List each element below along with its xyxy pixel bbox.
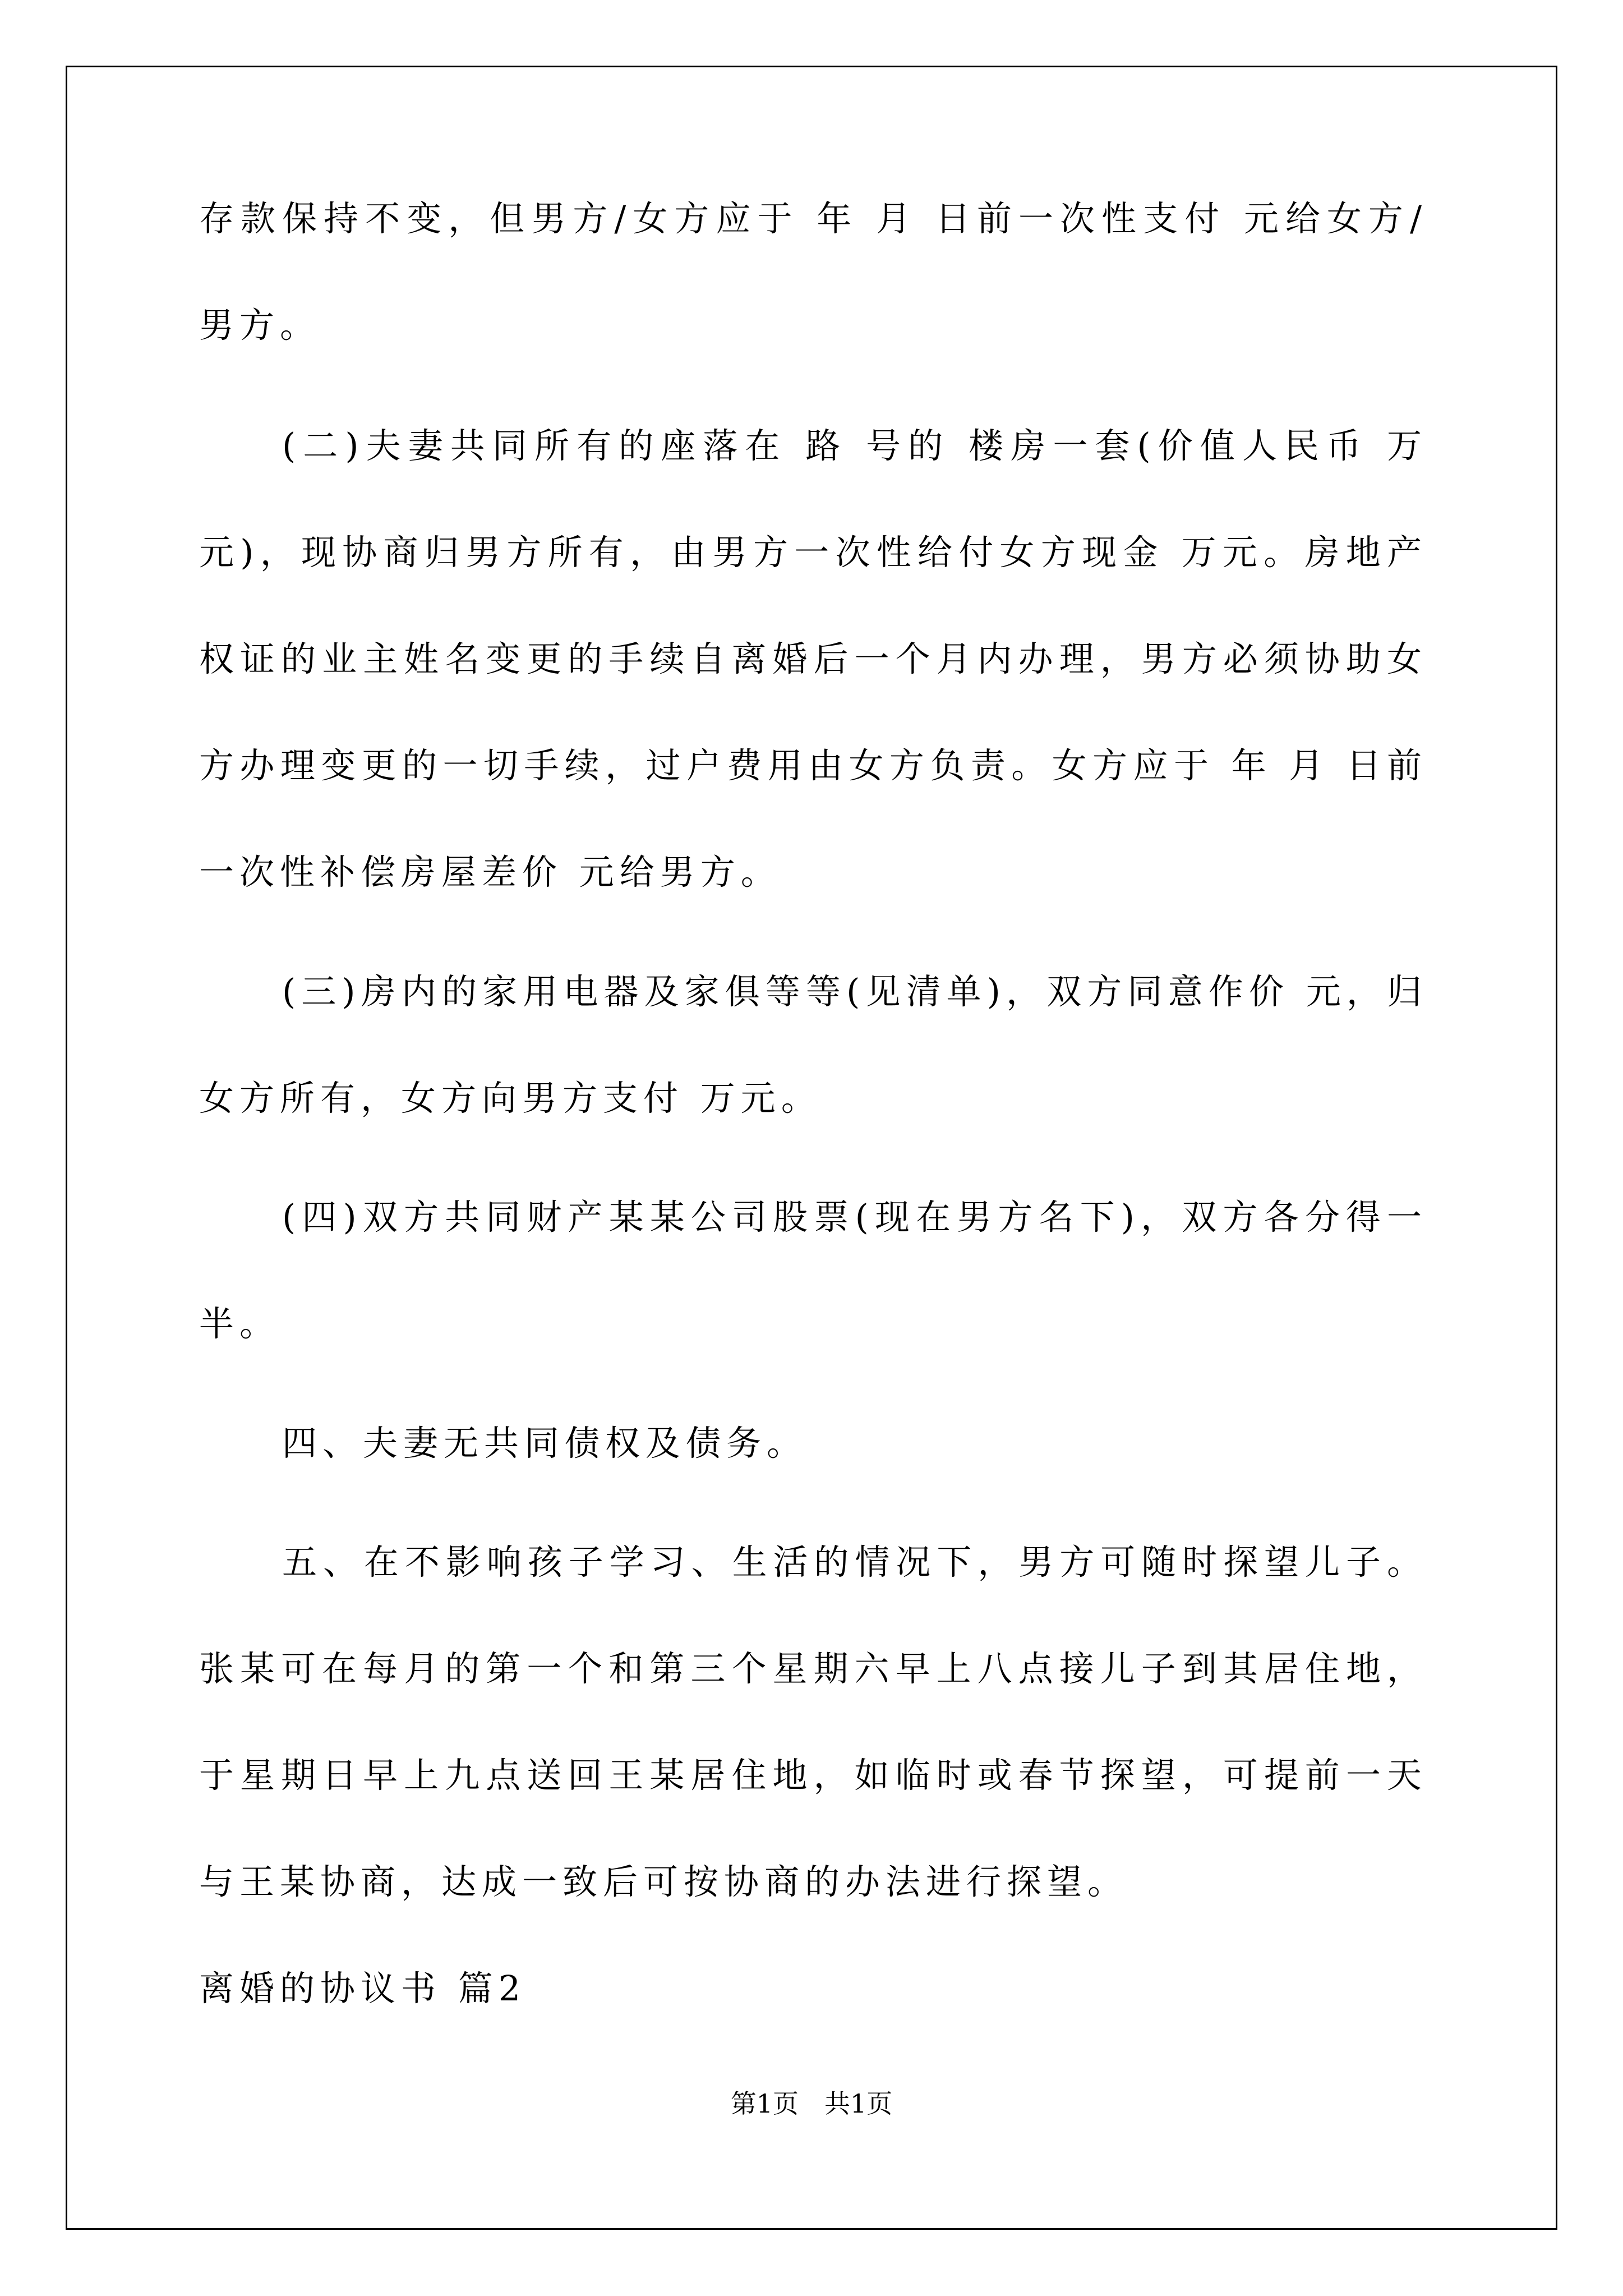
text-line: 于星期日早上九点送回王某居住地，如临时或春节探望，可提前一天 <box>199 1755 1422 1796</box>
text-line: 一次性补偿房屋差价 元给男方。 <box>199 852 781 892</box>
section-heading: 离婚的协议书 篇2 <box>199 1968 527 2009</box>
text-line: (三)房内的家用电器及家俱等等(见清单)，双方同意作价 元，归 <box>282 971 1422 1012</box>
text-line: 张某可在每月的第一个和第三个星期六早上八点接儿子到其居住地， <box>199 1648 1422 1689</box>
text-line: 半。 <box>199 1303 280 1344</box>
page-border <box>66 66 1557 2230</box>
text-line: 四、夫妻无共同债权及债务。 <box>282 1423 808 1464</box>
text-line: 元)，现协商归男方所有，由男方一次性给付女方现金 万元。房地产 <box>199 532 1422 573</box>
text-line: 方办理变更的一切手续，过户费用由女方负责。女方应于 年 月 日前 <box>199 745 1422 786</box>
text-line: 与王某协商，达成一致后可按协商的办法进行探望。 <box>199 1861 1128 1902</box>
text-line: 男方。 <box>199 305 321 346</box>
text-line: (四)双方共同财产某某公司股票(现在男方名下)，双方各分得一 <box>282 1197 1422 1237</box>
text-line: 女方所有，女方向男方支付 万元。 <box>199 1078 822 1119</box>
page-number: 第1页 共1页 <box>730 2088 893 2119</box>
text-line: 存款保持不变，但男方/女方应于 年 月 日前一次性支付 元给女方/ <box>199 198 1422 239</box>
text-line: (二)夫妻共同所有的座落在 路 号的 楼房一套(价值人民币 万 <box>282 425 1422 466</box>
text-line: 五、在不影响孩子学习、生活的情况下，男方可随时探望儿子。 <box>282 1542 1422 1582</box>
text-line: 权证的业主姓名变更的手续自离婚后一个月内办理，男方必须协助女 <box>199 638 1422 679</box>
